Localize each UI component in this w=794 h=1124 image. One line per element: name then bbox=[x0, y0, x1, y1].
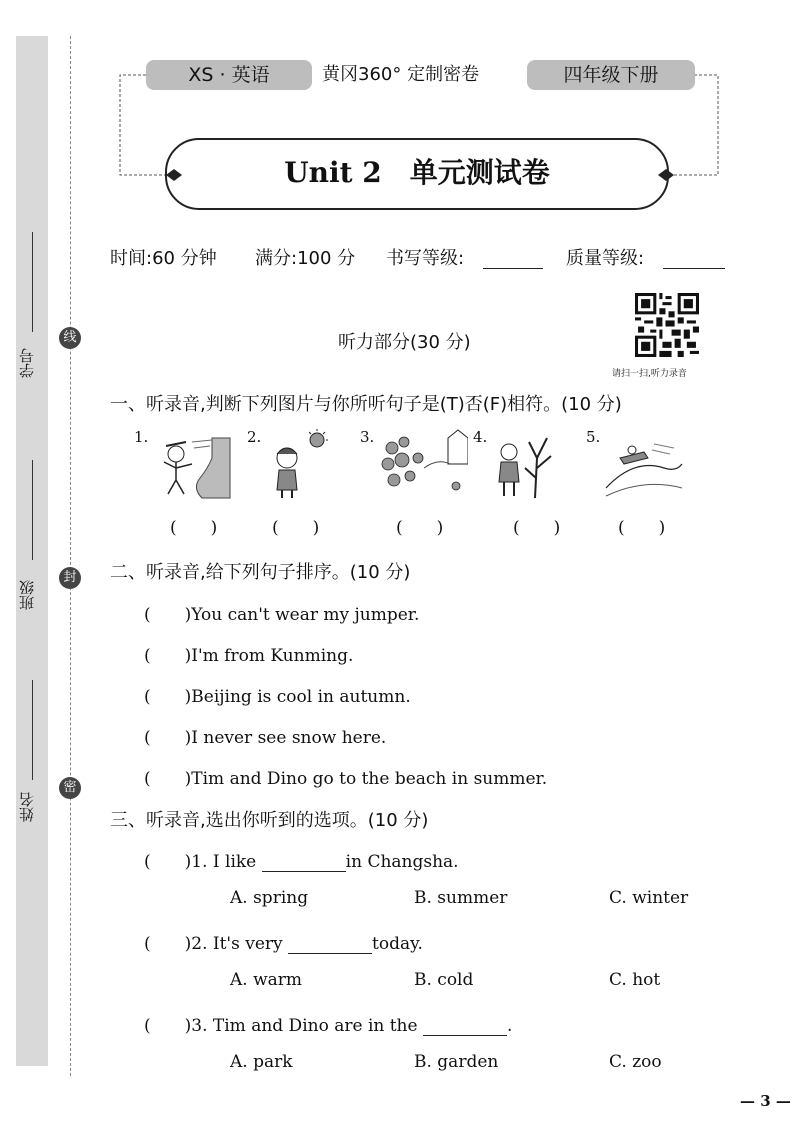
full-score-info: 满分:100 分 bbox=[255, 248, 356, 269]
page-title: Unit 2 单元测试卷 bbox=[284, 156, 550, 189]
class-line bbox=[32, 460, 33, 560]
writing-grade-blank[interactable] bbox=[483, 250, 543, 269]
order-item-5[interactable]: ( )Tim and Dino go to the beach in summer. bbox=[144, 769, 548, 789]
student-id-line bbox=[32, 232, 33, 332]
q2-option-a[interactable]: A. warm bbox=[230, 970, 303, 990]
pic2-answer[interactable]: ( ) bbox=[272, 518, 320, 538]
question-1-stem-end: in Changsha. bbox=[345, 852, 459, 872]
name-line bbox=[32, 680, 33, 780]
brand-text: 黄冈360° 定制密卷 bbox=[322, 64, 480, 85]
pic5-number: 5. bbox=[586, 428, 601, 446]
name-label: 姓名 bbox=[18, 792, 36, 822]
order-item-4[interactable]: ( )I never see snow here. bbox=[144, 728, 387, 748]
grade-pill: 四年级下册 bbox=[527, 60, 695, 90]
question-2[interactable] bbox=[144, 929, 423, 954]
question-2-stem: ( )2. It's very bbox=[144, 934, 289, 954]
q1-option-a[interactable]: A. spring bbox=[230, 888, 309, 908]
binding-mark-feng: 封 bbox=[59, 567, 81, 589]
order-item-2[interactable]: ( )I'm from Kunming. bbox=[144, 646, 354, 666]
student-id-label: 学号 bbox=[18, 348, 36, 378]
pic1-number: 1. bbox=[134, 428, 149, 446]
q3-option-a[interactable]: A. park bbox=[230, 1052, 293, 1072]
snow-hill-picture bbox=[604, 428, 684, 500]
q2-option-c[interactable]: C. hot bbox=[609, 970, 661, 990]
q2-option-b[interactable]: B. cold bbox=[414, 970, 474, 990]
tree-boy-picture bbox=[491, 428, 561, 500]
quality-grade-label: 质量等级: bbox=[566, 248, 645, 269]
q1-option-b[interactable]: B. summer bbox=[414, 888, 508, 908]
section2-heading: 二、听录音,给下列句子排序。(10 分) bbox=[110, 562, 411, 583]
order-item-1[interactable]: ( )You can't wear my jumper. bbox=[144, 605, 420, 625]
writing-grade-label: 书写等级: bbox=[386, 248, 465, 269]
binding-mark-mi: 密 bbox=[59, 777, 81, 799]
page-number: — 3 — bbox=[740, 1092, 791, 1110]
pic5-answer[interactable]: ( ) bbox=[618, 518, 666, 538]
q3-option-c[interactable]: C. zoo bbox=[609, 1052, 662, 1072]
question-1-blank[interactable] bbox=[262, 853, 346, 872]
sun-girl-picture bbox=[265, 428, 335, 500]
qr-code-icon bbox=[635, 293, 699, 357]
cut-line bbox=[70, 36, 71, 1076]
wind-child-picture bbox=[152, 428, 232, 500]
subject-pill: XS · 英语 bbox=[146, 60, 312, 90]
question-3-stem-end: . bbox=[506, 1016, 513, 1036]
time-info: 时间:60 分钟 bbox=[110, 248, 217, 269]
q3-option-b[interactable]: B. garden bbox=[414, 1052, 499, 1072]
quality-grade-blank[interactable] bbox=[663, 250, 725, 269]
question-1[interactable] bbox=[144, 847, 459, 872]
question-1-stem: ( )1. I like bbox=[144, 852, 262, 872]
section1-heading: 一、听录音,判断下列图片与你所听句子是(T)否(F)相符。(10 分) bbox=[110, 394, 622, 415]
question-2-blank[interactable] bbox=[288, 935, 372, 954]
pic1-answer[interactable]: ( ) bbox=[170, 518, 218, 538]
question-3[interactable] bbox=[144, 1011, 512, 1036]
qr-caption: 请扫一扫,听力录音 bbox=[612, 369, 687, 379]
pic4-number: 4. bbox=[473, 428, 488, 446]
binding-mark-xian: 线 bbox=[59, 327, 81, 349]
question-3-stem: ( )3. Tim and Dino are in the bbox=[144, 1016, 423, 1036]
pic4-answer[interactable]: ( ) bbox=[513, 518, 561, 538]
section3-heading: 三、听录音,选出你听到的选项。(10 分) bbox=[110, 810, 429, 831]
pic2-number: 2. bbox=[247, 428, 262, 446]
pic3-answer[interactable]: ( ) bbox=[396, 518, 444, 538]
pic3-number: 3. bbox=[360, 428, 375, 446]
class-label: 班级 bbox=[18, 580, 36, 610]
q1-option-c[interactable]: C. winter bbox=[609, 888, 689, 908]
listening-title: 听力部分(30 分) bbox=[338, 332, 471, 353]
question-2-stem-end: today. bbox=[372, 934, 423, 954]
flowers-house-picture bbox=[378, 428, 468, 500]
question-3-blank[interactable] bbox=[423, 1017, 507, 1036]
order-item-3[interactable]: ( )Beijing is cool in autumn. bbox=[144, 687, 411, 707]
